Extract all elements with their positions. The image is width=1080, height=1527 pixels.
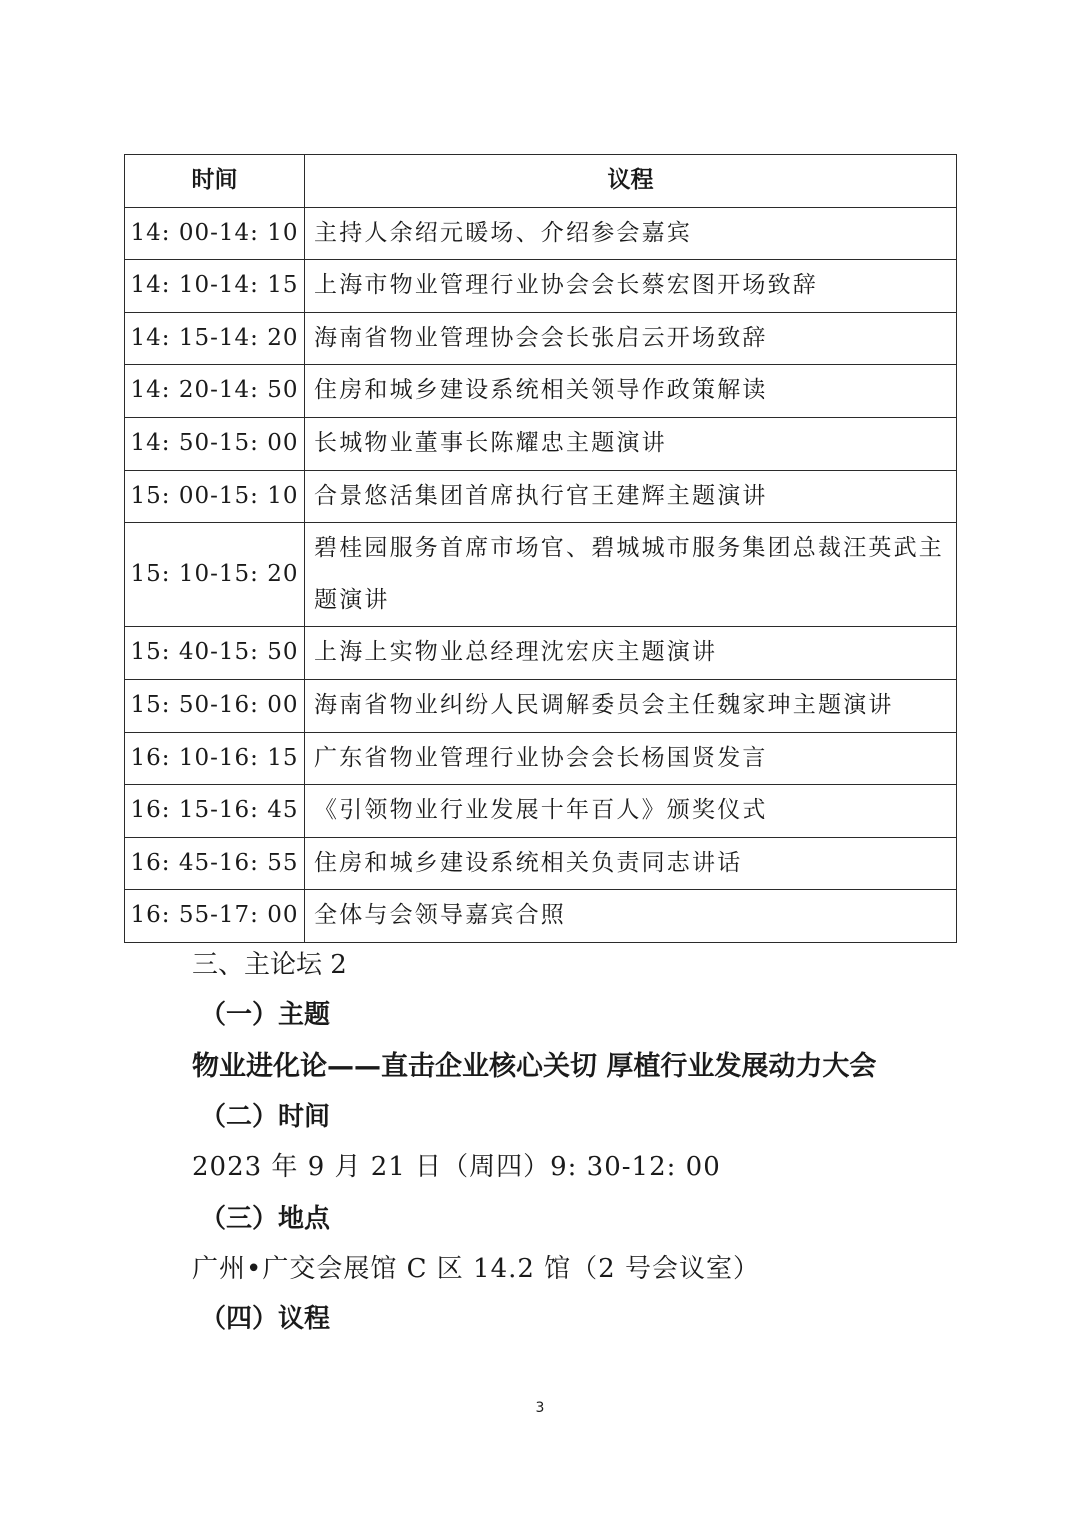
row-item: 《引领物业行业发展十年百人》颁奖仪式 [305,785,957,838]
table-row [125,890,957,943]
agenda-table [124,154,957,943]
row-time: 16: 10-16: 15 [125,732,305,785]
row-item: 广东省物业管理行业协会会长杨国贤发言 [305,732,957,785]
table-row [125,679,957,732]
place-label: （三）地点 [200,1204,331,1234]
row-time: 16: 55-17: 00 [125,890,305,943]
row-time: 14: 20-14: 50 [125,365,305,418]
section-heading: 三、主论坛 2 [192,950,347,980]
row-time: 15: 50-16: 00 [125,679,305,732]
time-text: 2023 年 9 月 21 日（周四）9: 30-12: 00 [192,1152,721,1182]
row-item: 住房和城乡建设系统相关领导作政策解读 [305,365,957,418]
row-item: 全体与会领导嘉宾合照 [305,890,957,943]
agenda-label: （四）议程 [200,1304,331,1334]
place-text: 广州•广交会展馆 C 区 14.2 馆（2 号会议室） [192,1254,760,1284]
row-item: 主持人余绍元暖场、介绍参会嘉宾 [305,207,957,260]
row-item: 上海上实物业总经理沈宏庆主题演讲 [305,627,957,680]
row-time: 14: 00-14: 10 [125,207,305,260]
table-row [125,365,957,418]
row-time: 14: 10-14: 15 [125,260,305,313]
row-time: 16: 45-16: 55 [125,837,305,890]
page-number: 3 [535,1400,545,1416]
row-item: 海南省物业管理协会会长张启云开场致辞 [305,312,957,365]
table-row [125,785,957,838]
theme-text: 物业进化论——直击企业核心关切 厚植行业发展动力大会 [192,1051,877,1082]
row-item: 海南省物业纠纷人民调解委员会主任魏家珅主题演讲 [305,679,957,732]
time-label: （二）时间 [200,1102,331,1132]
row-time: 14: 15-14: 20 [125,312,305,365]
table-row [125,627,957,680]
table-row [125,732,957,785]
row-item: 上海市物业管理行业协会会长蔡宏图开场致辞 [305,260,957,313]
header-agenda: 议程 [305,155,957,208]
table-row [125,260,957,313]
row-time: 15: 10-15: 20 [125,523,305,627]
table-row [125,470,957,523]
table-row [125,523,957,627]
row-item: 住房和城乡建设系统相关负责同志讲话 [305,837,957,890]
header-time: 时间 [125,155,305,208]
row-time: 16: 15-16: 45 [125,785,305,838]
row-time: 15: 00-15: 10 [125,470,305,523]
table-row [125,837,957,890]
row-time: 14: 50-15: 00 [125,417,305,470]
row-item: 合景悠活集团首席执行官王建辉主题演讲 [305,470,957,523]
table-row [125,207,957,260]
row-item: 长城物业董事长陈耀忠主题演讲 [305,417,957,470]
table-header-row [125,155,957,208]
row-item: 碧桂园服务首席市场官、碧城城市服务集团总裁汪英武主题演讲 [305,523,957,627]
table-row [125,417,957,470]
theme-label: （一）主题 [200,1000,331,1030]
table-row [125,312,957,365]
row-time: 15: 40-15: 50 [125,627,305,680]
